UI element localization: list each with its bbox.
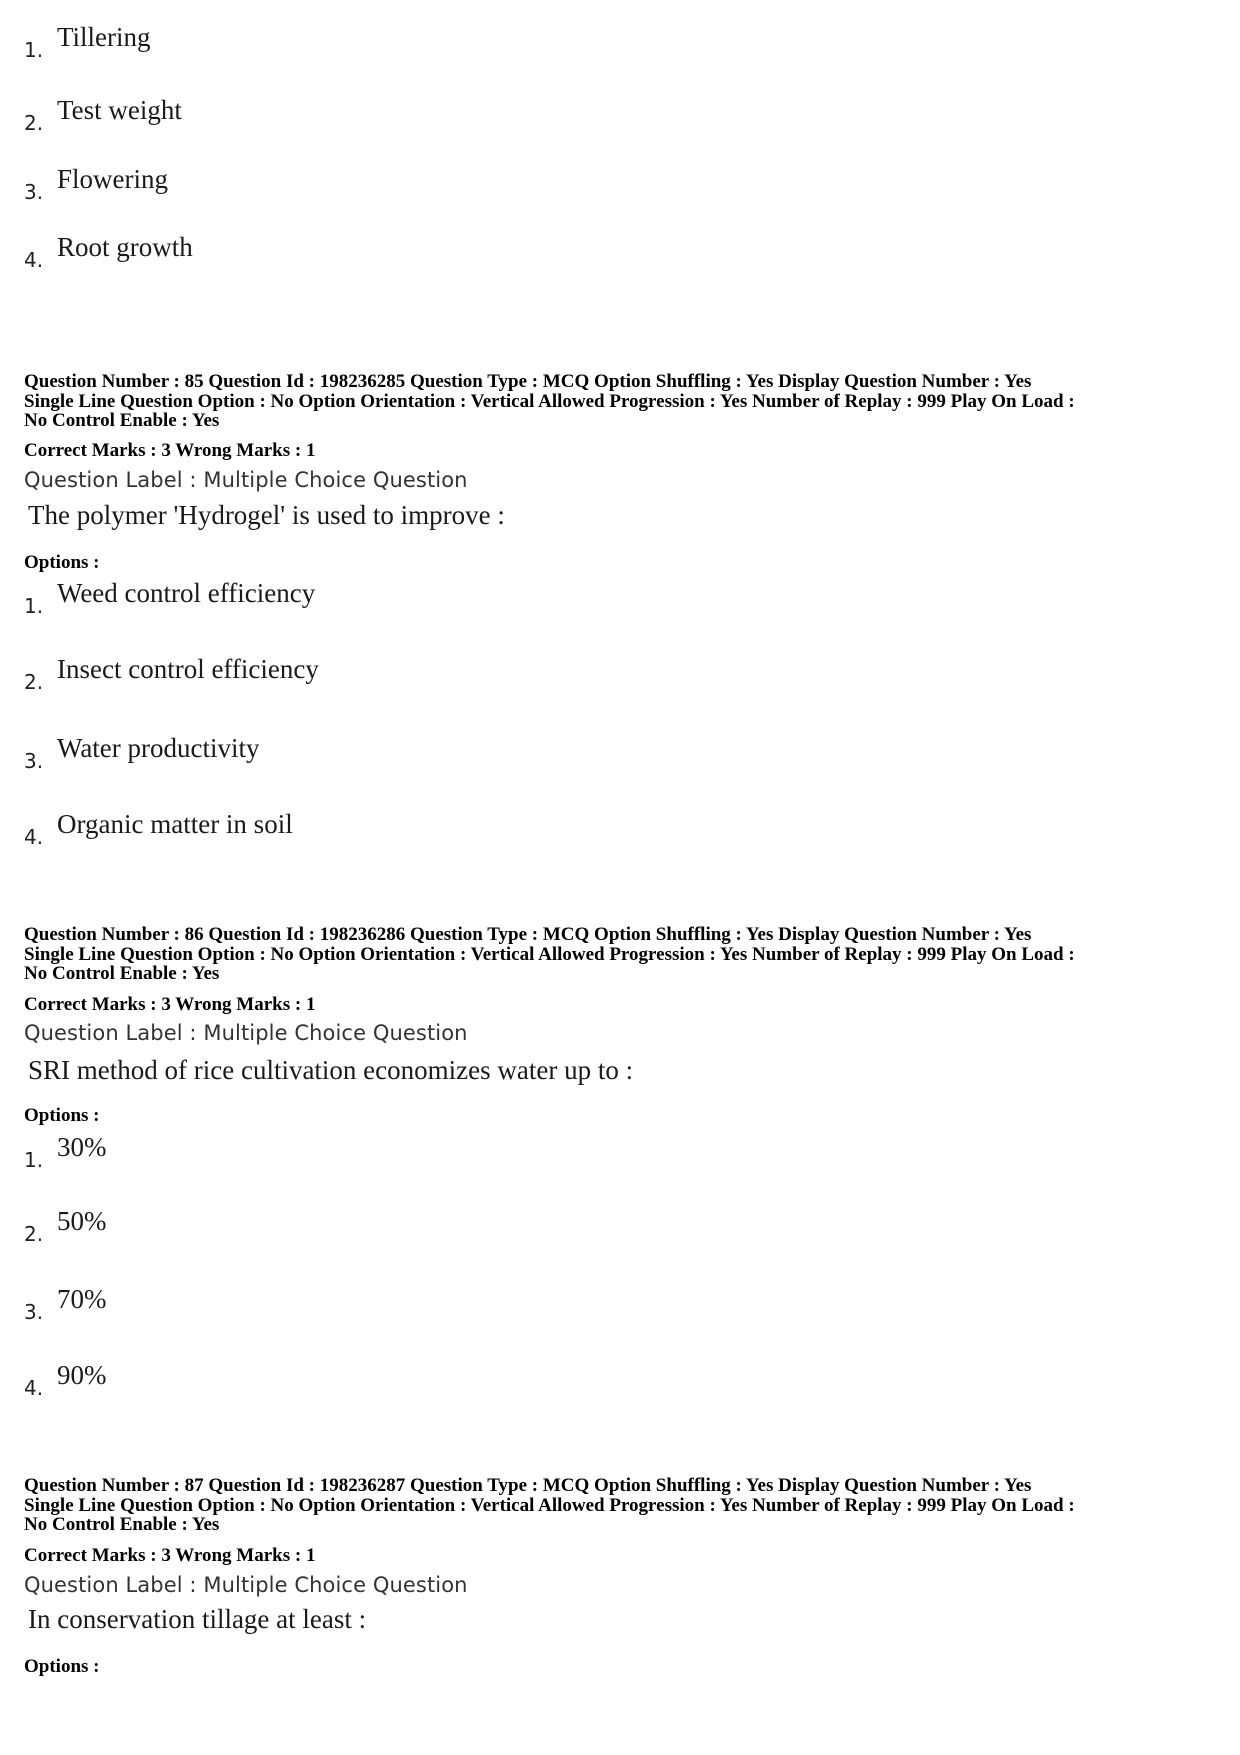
meta-line: No Control Enable : Yes <box>24 963 220 984</box>
option-text: Tillering <box>57 22 151 52</box>
marks-line: Correct Marks : 3 Wrong Marks : 1 <box>24 1545 316 1566</box>
option-number: 1 . <box>24 1148 43 1172</box>
options-heading: Options : <box>24 1656 100 1677</box>
question-text: SRI method of rice cultivation economizes water up to : <box>28 1055 634 1085</box>
meta-line: Question Number : 87 Question Id : 198236287 Question Type : MCQ Option Shuffling : Yes Display Question Number : Yes <box>24 1475 1032 1496</box>
option-number: 1 . <box>24 38 43 62</box>
option-text: Flowering <box>57 164 168 194</box>
marks-line: Correct Marks : 3 Wrong Marks : 1 <box>24 440 316 461</box>
option-text: Insect control efficiency <box>57 654 319 684</box>
option-number: 3 . <box>24 749 43 773</box>
options-heading: Options : <box>24 1105 100 1126</box>
meta-line: Single Line Question Option : No Option Orientation : Vertical Allowed Progression : Yes Number of Replay : 999 Play On Load : <box>24 1494 1075 1516</box>
option-text: 90% <box>57 1360 107 1390</box>
question-label: Question Label : Multiple Choice Question <box>24 1021 468 1045</box>
option-number: 4 . <box>24 1376 43 1400</box>
option-text: 30% <box>57 1132 107 1162</box>
option-number: 1 . <box>24 594 43 618</box>
question-meta <box>24 1476 1224 1535</box>
option-number: 2 . <box>24 111 43 135</box>
question-label: Question Label : Multiple Choice Question <box>24 1573 468 1597</box>
meta-line: No Control Enable : Yes <box>24 410 220 431</box>
option-text: Organic matter in soil <box>57 809 293 839</box>
question-text: In conservation tillage at least : <box>28 1604 367 1634</box>
options-heading: Options : <box>24 552 100 573</box>
question-text: The polymer 'Hydrogel' is used to improve : <box>28 500 505 530</box>
option-text: 70% <box>57 1284 107 1314</box>
option-number: 3 . <box>24 180 43 204</box>
option-number: 2 . <box>24 1222 43 1246</box>
option-text: Weed control efficiency <box>57 578 316 608</box>
meta-line: Question Number : 86 Question Id : 198236286 Question Type : MCQ Option Shuffling : Yes Display Question Number : Yes <box>24 924 1032 945</box>
option-text: Root growth <box>57 232 193 262</box>
option-number: 3 . <box>24 1300 43 1324</box>
meta-line: No Control Enable : Yes <box>24 1514 220 1535</box>
option-text: 50% <box>57 1206 107 1236</box>
option-text: Test weight <box>57 95 182 125</box>
option-number: 4 . <box>24 248 43 272</box>
question-meta <box>24 372 1224 431</box>
option-number: 2 . <box>24 670 43 694</box>
question-meta <box>24 925 1224 984</box>
question-label: Question Label : Multiple Choice Question <box>24 468 468 492</box>
marks-line: Correct Marks : 3 Wrong Marks : 1 <box>24 994 316 1015</box>
meta-line: Question Number : 85 Question Id : 198236285 Question Type : MCQ Option Shuffling : Yes Display Question Number : Yes <box>24 371 1032 392</box>
option-text: Water productivity <box>57 733 260 763</box>
meta-line: Single Line Question Option : No Option Orientation : Vertical Allowed Progression : Yes Number of Replay : 999 Play On Load : <box>24 943 1075 965</box>
meta-line: Single Line Question Option : No Option Orientation : Vertical Allowed Progression : Yes Number of Replay : 999 Play On Load : <box>24 390 1075 412</box>
option-number: 4 . <box>24 825 43 849</box>
